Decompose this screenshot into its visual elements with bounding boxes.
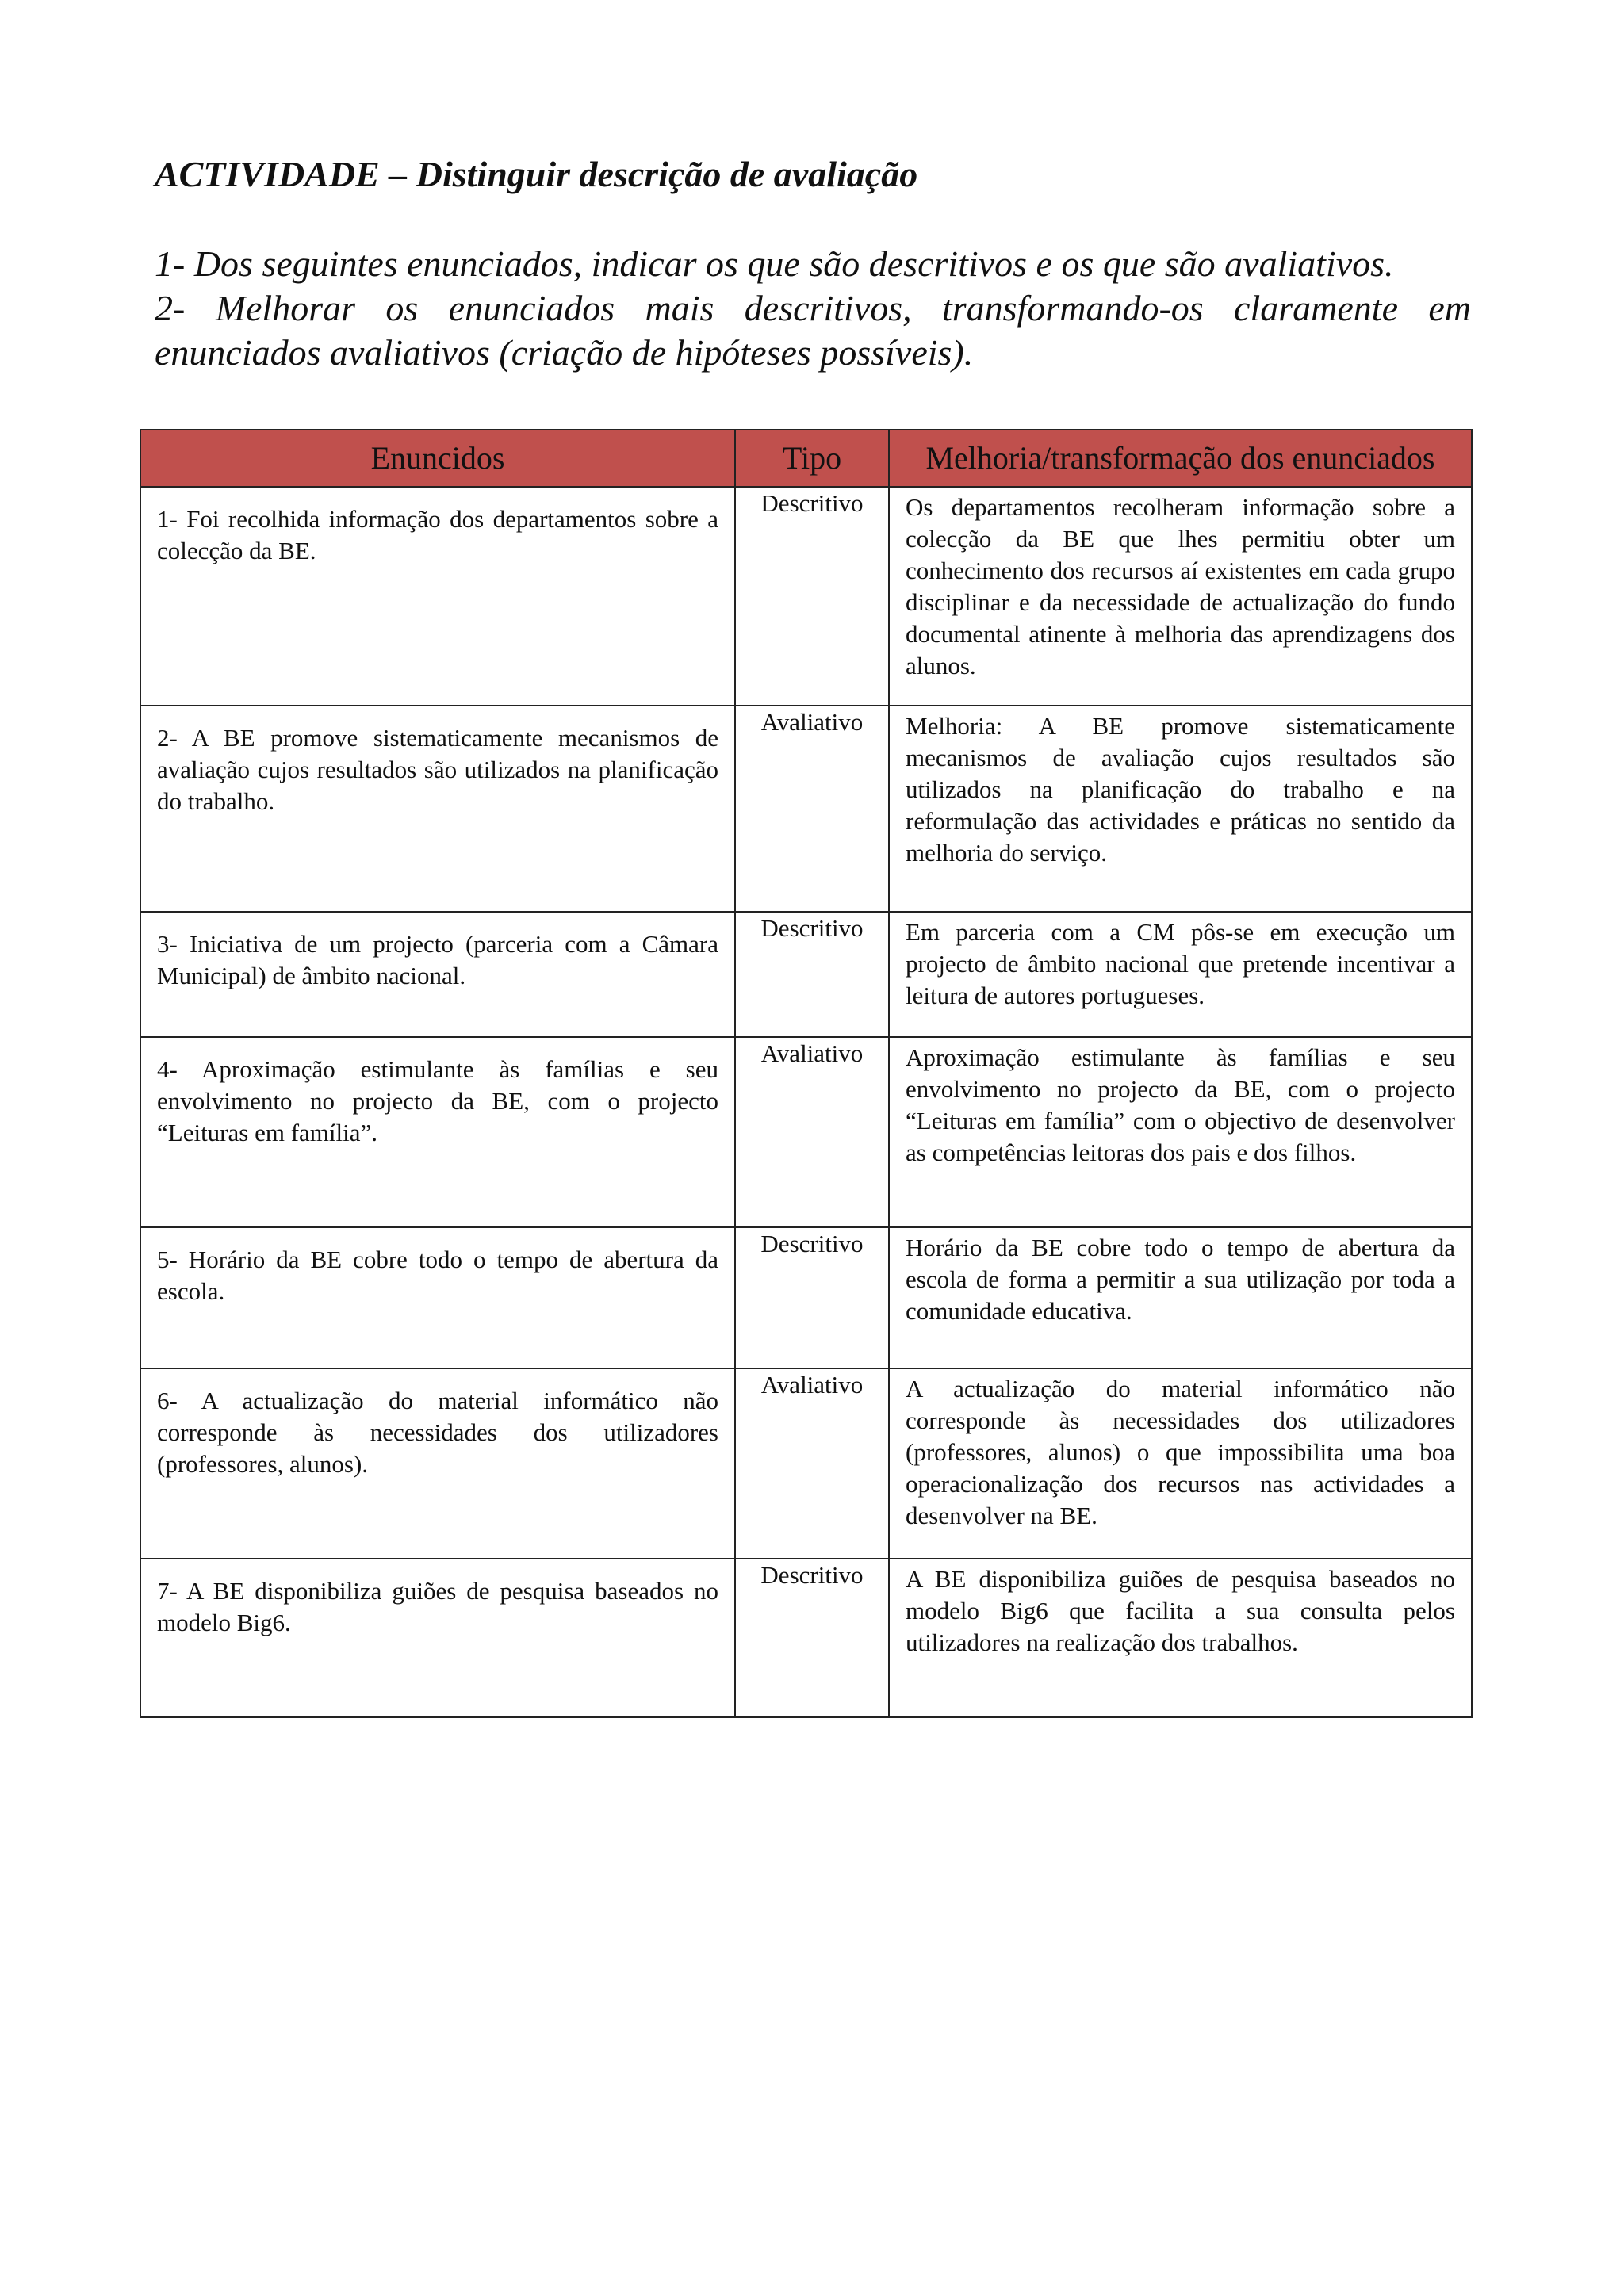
type-cell (735, 1559, 889, 1717)
type-cell (735, 706, 889, 912)
statement-text: 6- A actualização do material informático não corresponde às necessidades dos utilizadores (professores, alunos). (157, 1387, 718, 1478)
type-text: Descritivo (760, 489, 864, 517)
header-improvement: Melhoria/transformação dos enunciados (889, 430, 1472, 487)
table-row (140, 487, 1472, 706)
statement-cell (140, 706, 735, 912)
statement-text: 3- Iniciativa de um projecto (parceria com a Câmara Municipal) de âmbito nacional. (157, 930, 718, 989)
improvement-cell (889, 1559, 1472, 1717)
improvement-cell (889, 487, 1472, 706)
table-row (140, 1037, 1472, 1227)
type-cell (735, 1227, 889, 1368)
activity-table (140, 429, 1473, 1718)
improvement-cell (889, 706, 1472, 912)
improvement-text: Em parceria com a CM pôs-se em execução um projecto de âmbito nacional que pretende incentivar a leitura de autores portugueses. (906, 918, 1455, 1009)
instruction-1: 1- Dos seguintes enunciados, indicar os que são descritivos e os que são avaliativos. (155, 243, 1394, 284)
improvement-text: Aproximação estimulante às famílias e seu envolvimento no projecto da BE, com o projecto “Leituras em família” com o objectivo de desenvolver as competências leitoras dos pais e dos filhos. (906, 1043, 1455, 1166)
improvement-cell (889, 912, 1472, 1037)
type-text: Descritivo (760, 914, 864, 942)
instruction-2: 2- Melhorar os enunciados mais descritivos, transformando-os claramente em enunciados avaliativos (criação de hipóteses possíveis). (155, 288, 1471, 373)
type-text: Descritivo (760, 1230, 864, 1257)
type-text: Avaliativo (760, 708, 864, 736)
type-cell (735, 1368, 889, 1559)
header-statement: Enuncidos (140, 430, 735, 487)
improvement-text: Horário da BE cobre todo o tempo de abertura da escola de forma a permitir a sua utilização por toda a comunidade educativa. (906, 1234, 1455, 1325)
improvement-cell (889, 1227, 1472, 1368)
statement-cell (140, 487, 735, 706)
instructions (155, 242, 1471, 375)
type-text: Descritivo (760, 1561, 864, 1589)
statement-cell (140, 912, 735, 1037)
improvement-text: A actualização do material informático não corresponde às necessidades dos utilizadores (professores, alunos) o que impossibilita uma boa operacionalização dos recursos nas actividades a desenvolver na BE. (906, 1375, 1455, 1529)
type-cell (735, 912, 889, 1037)
type-text: Avaliativo (760, 1039, 864, 1067)
statement-cell (140, 1037, 735, 1227)
type-cell (735, 1037, 889, 1227)
improvement-text: Melhoria: A BE promove sistematicamente mecanismos de avaliação cujos resultados são utilizados na planificação do trabalho e na reformulação das actividades e práticas no sentido da melhoria do serviço. (906, 712, 1455, 867)
table-row (140, 1559, 1472, 1717)
improvement-text: Os departamentos recolheram informação sobre a colecção da BE que lhes permitiu obter um conhecimento dos recursos aí existentes em cada grupo disciplinar e da necessidade de actualização do fundo documental atinente à melhoria das aprendizagens dos alunos. (906, 493, 1455, 679)
statement-text: 5- Horário da BE cobre todo o tempo de abertura da escola. (157, 1246, 718, 1305)
statement-cell (140, 1368, 735, 1559)
improvement-cell (889, 1368, 1472, 1559)
table-header-row (140, 430, 1472, 487)
statement-text: 7- A BE disponibiliza guiões de pesquisa baseados no modelo Big6. (157, 1577, 718, 1636)
statement-cell (140, 1559, 735, 1717)
statement-text: 2- A BE promove sistematicamente mecanismos de avaliação cujos resultados são utilizados na planificação do trabalho. (157, 724, 718, 815)
improvement-text: A BE disponibiliza guiões de pesquisa baseados no modelo Big6 que facilita a sua consulta pelos utilizadores na realização dos trabalhos. (906, 1565, 1455, 1656)
table-row (140, 1368, 1472, 1559)
statement-text: 4- Aproximação estimulante às famílias e seu envolvimento no projecto da BE, com o projecto “Leituras em família”. (157, 1055, 718, 1146)
table-row (140, 912, 1472, 1037)
page-title: ACTIVIDADE – Distinguir descrição de avaliação (155, 154, 918, 194)
table-row (140, 706, 1472, 912)
statement-text: 1- Foi recolhida informação dos departamentos sobre a colecção da BE. (157, 505, 718, 564)
header-type: Tipo (735, 430, 889, 487)
statement-cell (140, 1227, 735, 1368)
improvement-cell (889, 1037, 1472, 1227)
type-cell (735, 487, 889, 706)
table-row (140, 1227, 1472, 1368)
type-text: Avaliativo (760, 1371, 864, 1399)
